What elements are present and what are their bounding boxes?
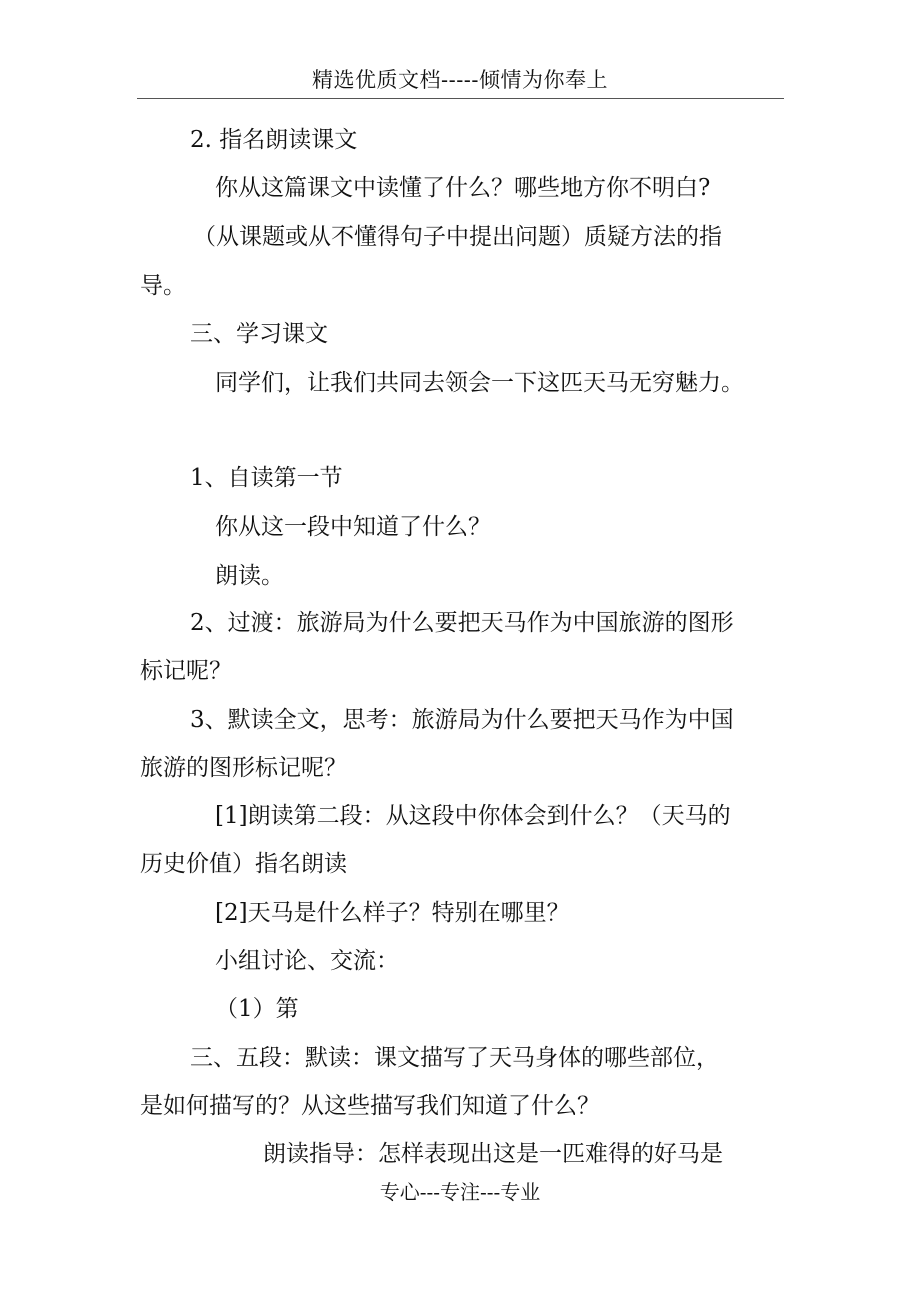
body-line: [2]天马是什么样子？特别在哪里？ [215, 900, 570, 926]
page-header: 精选优质文档-----倾情为你奉上 [312, 68, 608, 92]
body-line: 历史价值）指名朗读 [140, 851, 347, 877]
body-line: 是如何描写的？从这些描写我们知道了什么？ [140, 1093, 600, 1119]
body-line: 朗读指导：怎样表现出这是一匹难得的好马是 [263, 1141, 723, 1167]
section-heading: 三、学习课文 [190, 321, 328, 347]
body-line: [1]朗读第二段：从这段中你体会到什么？（天马的 [215, 803, 731, 829]
body-line: 小组讨论、交流： [215, 948, 399, 974]
body-line: 同学们，让我们共同去领会一下这匹天马无穷魅力。 [215, 370, 744, 396]
body-line: 2、过渡：旅游局为什么要把天马作为中国旅游的图形 [190, 610, 734, 636]
body-line: （从课题或从不懂得句子中提出问题）质疑方法的指 [193, 224, 722, 250]
body-line: 标记呢？ [140, 658, 232, 684]
body-line: 旅游的图形标记呢？ [140, 755, 347, 781]
body-line: 2. 指名朗读课文 [190, 127, 358, 153]
page-footer: 专心---专注---专业 [379, 1180, 541, 1204]
body-line: 三、五段：默读：课文描写了天马身体的哪些部位， [190, 1045, 719, 1071]
body-line: 朗读。 [215, 563, 284, 589]
body-line: 你从这篇课文中读懂了什么？哪些地方你不明白? [215, 175, 711, 201]
body-line: 你从这一段中知道了什么？ [215, 514, 491, 540]
header-divider [137, 98, 784, 99]
body-line: （1）第 [215, 996, 299, 1022]
body-line: 1、自读第一节 [190, 465, 343, 491]
body-line: 导。 [140, 273, 186, 299]
body-line: 3、默读全文，思考：旅游局为什么要把天马作为中国 [190, 707, 734, 733]
